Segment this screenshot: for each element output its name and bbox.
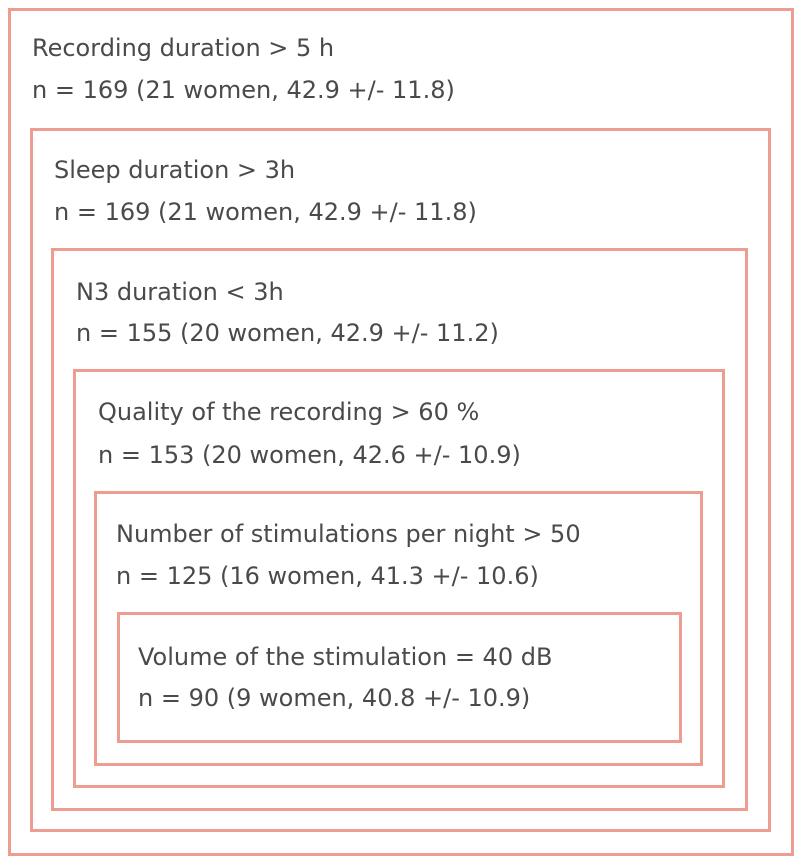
criterion-stats-stimulations-per-night: n = 125 (16 women, 41.3 +/- 10.6) (116, 562, 539, 590)
criterion-title-n3-duration: N3 duration < 3h (76, 278, 284, 306)
criterion-box-stimulation-volume (117, 612, 682, 743)
criterion-title-stimulation-volume: Volume of the stimulation = 40 dB (138, 643, 553, 671)
criterion-title-stimulations-per-night: Number of stimulations per night > 50 (116, 520, 581, 548)
criterion-stats-stimulation-volume: n = 90 (9 women, 40.8 +/- 10.9) (138, 684, 531, 712)
criterion-stats-recording-quality: n = 153 (20 women, 42.6 +/- 10.9) (98, 441, 521, 469)
criterion-title-recording-quality: Quality of the recording > 60 % (98, 398, 480, 426)
criterion-stats-sleep-duration: n = 169 (21 women, 42.9 +/- 11.8) (54, 198, 477, 226)
criterion-stats-recording-duration: n = 169 (21 women, 42.9 +/- 11.8) (32, 76, 455, 104)
criterion-title-recording-duration: Recording duration > 5 h (32, 34, 335, 62)
criterion-title-sleep-duration: Sleep duration > 3h (54, 156, 296, 184)
criterion-stats-n3-duration: n = 155 (20 women, 42.9 +/- 11.2) (76, 319, 499, 347)
